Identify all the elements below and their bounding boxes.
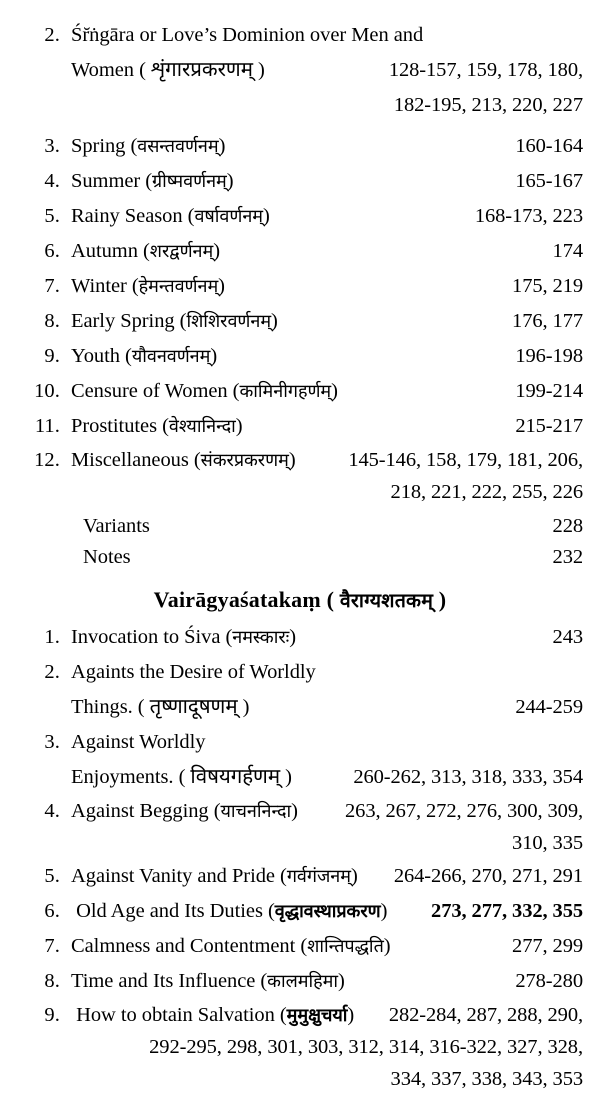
toc-entry-row[interactable] [0, 894, 600, 929]
toc-entry-pages-cont[interactable] [0, 827, 600, 859]
entry-pages: 174 [552, 240, 583, 262]
section-heading-roman: Vairāgyaśatakaṃ [153, 587, 321, 612]
entry-number: 5. [44, 205, 60, 227]
entry-pages: 282-284, 287, 288, 290, [388, 1004, 583, 1026]
toc-entry-row[interactable] [0, 164, 600, 199]
toc-backmatter-row-variants[interactable] [0, 511, 600, 542]
entry-title-line2: Enjoyments. ( विषयगर्हणम् ) [71, 766, 292, 788]
entry-pages: 145-146, 158, 179, 181, 206, [348, 449, 583, 471]
toc-entry-row[interactable] [0, 655, 600, 690]
entry-pages: 264-266, 270, 271, 291 [393, 865, 583, 887]
entry-title: Winter (हेमन्तवर्णनम्) [71, 275, 225, 297]
entry-pages: 176, 177 [512, 310, 583, 332]
entry-pages: 168-173, 223 [474, 205, 583, 227]
entry-number: 6. [44, 240, 60, 262]
entry-pages: 243 [552, 626, 583, 648]
entry-pages: 263, 267, 272, 276, 300, 309, [345, 800, 583, 822]
entry-number: 8. [44, 970, 60, 992]
entry-pages: 215-217 [515, 415, 583, 437]
entry-title-line2: Women ( शृंगारप्रकरणम् ) [71, 59, 265, 81]
section-heading-paren: ( वैराग्यशतकम् ) [320, 587, 447, 612]
backmatter-page: 232 [552, 546, 583, 568]
toc-entry-row[interactable] [0, 620, 600, 655]
entry-pages-line2: 182-195, 213, 220, 227 [393, 94, 583, 116]
toc-entry-pages-cont[interactable] [0, 88, 600, 123]
entry-title: Invocation to Śiva (नमस्कारः) [71, 626, 297, 648]
entry-pages: 128-157, 159, 178, 180, [388, 59, 583, 81]
toc-entry-row[interactable] [0, 374, 600, 409]
toc-entry-row[interactable] [0, 0, 600, 53]
toc-entry-row[interactable] [0, 444, 600, 476]
backmatter-label: Notes [83, 546, 131, 568]
backmatter-page: 228 [552, 515, 583, 537]
entry-number: 4. [44, 800, 60, 822]
entry-title: Autumn (शरद्वर्णनम्) [71, 240, 220, 262]
entry-pages: 277, 299 [512, 935, 583, 957]
entry-pages: 165-167 [515, 170, 583, 192]
toc-entry-row-cont[interactable] [0, 760, 600, 795]
backmatter-label: Variants [83, 515, 150, 537]
entry-title: Censure of Women (कामिनीगहर्णम्) [71, 380, 338, 402]
entry-pages-line2: 310, 335 [512, 832, 583, 854]
toc-entry-pages-cont[interactable] [0, 1031, 600, 1063]
entry-title: Old Age and Its Duties (वृद्धावस्थाप्रकरण) [76, 900, 388, 922]
toc-entry-row-cont[interactable] [0, 690, 600, 725]
entry-number: 9. [44, 1004, 60, 1026]
entry-pages-line3: 334, 337, 338, 343, 353 [390, 1068, 583, 1090]
entry-title: Miscellaneous (संकरप्रकरणम्) [71, 449, 296, 471]
entry-title: Early Spring (शिशिरवर्णनम्) [71, 310, 278, 332]
entry-number: 4. [44, 170, 60, 192]
entry-title-line2: Things. ( तृष्णादूषणम् ) [71, 696, 250, 718]
toc-entry-row[interactable] [0, 199, 600, 234]
toc-entry-row[interactable] [0, 129, 600, 164]
toc-entry-row[interactable] [0, 999, 600, 1031]
entry-pages: 196-198 [515, 345, 583, 367]
section-heading [0, 573, 600, 620]
entry-title: Against Worldly [71, 731, 206, 753]
entry-title: Against Begging (याचननिन्दा) [71, 800, 298, 822]
entry-number: 9. [44, 345, 60, 367]
toc-entry-row[interactable] [0, 725, 600, 760]
entry-title: Againts the Desire of Worldly [71, 661, 316, 683]
toc-entry-row[interactable] [0, 859, 600, 894]
entry-title: Against Vanity and Pride (गर्वगंजनम्) [71, 865, 358, 887]
entry-title: Prostitutes (वेश्यानिन्दा) [71, 415, 243, 437]
entry-number: 2. [44, 24, 60, 46]
entry-number: 11. [34, 415, 60, 437]
toc-entry-pages-cont[interactable] [0, 1063, 600, 1095]
entry-number: 6. [44, 900, 60, 922]
entry-number: 10. [34, 380, 60, 402]
entry-number: 3. [44, 135, 60, 157]
toc-entry-row[interactable] [0, 234, 600, 269]
section-heading-devanagari: वैराग्यशतकम् [339, 590, 434, 612]
entry-title: Youth (यौवनवर्णनम्) [71, 345, 218, 367]
entry-title: Śr̆ṅgāra or Love’s Dominion over Men and [71, 24, 424, 46]
toc-entry-row[interactable] [0, 964, 600, 999]
toc-entry-row[interactable] [0, 929, 600, 964]
toc-entry-row-cont[interactable] [0, 53, 600, 88]
entry-number: 3. [44, 731, 60, 753]
toc-entry-row[interactable] [0, 795, 600, 827]
entry-number: 8. [44, 310, 60, 332]
entry-title: Summer (ग्रीष्मवर्णनम्) [71, 170, 234, 192]
toc-backmatter-row-notes[interactable] [0, 542, 600, 573]
entry-title: How to obtain Salvation (मुमुक्षुचर्या) [76, 1004, 355, 1026]
entry-pages: 244-259 [515, 696, 583, 718]
entry-pages: 160-164 [515, 135, 583, 157]
entry-pages: 199-214 [515, 380, 583, 402]
entry-number: 2. [44, 661, 60, 683]
entry-number: 7. [44, 275, 60, 297]
entry-pages-line2: 292-295, 298, 301, 303, 312, 314, 316-322, 327, 328, [149, 1036, 583, 1058]
entry-number: 7. [44, 935, 60, 957]
entry-pages: 175, 219 [512, 275, 583, 297]
entry-number: 12. [34, 449, 60, 471]
entry-number: 5. [44, 865, 60, 887]
toc-entry-row[interactable] [0, 409, 600, 444]
toc-entry-row[interactable] [0, 304, 600, 339]
entry-pages: 278-280 [515, 970, 583, 992]
entry-title: Rainy Season (वर्षावर्णनम्) [71, 205, 270, 227]
entry-title: Calmness and Contentment (शान्तिपद्धति) [71, 935, 391, 957]
entry-number: 1. [44, 626, 60, 648]
toc-entry-row[interactable] [0, 269, 600, 304]
toc-entry-pages-cont[interactable] [0, 476, 600, 508]
entry-pages: 260-262, 313, 318, 333, 354 [353, 766, 583, 788]
toc-section-vairagyasatakam [0, 573, 600, 1095]
entry-pages: 273, 277, 332, 355 [431, 900, 583, 922]
entry-title: Time and Its Influence (कालमहिमा) [71, 970, 345, 992]
toc-entry-row[interactable] [0, 339, 600, 374]
entry-title: Spring (वसन्तवर्णनम्) [71, 135, 226, 157]
entry-pages-line2: 218, 221, 222, 255, 226 [390, 481, 583, 503]
